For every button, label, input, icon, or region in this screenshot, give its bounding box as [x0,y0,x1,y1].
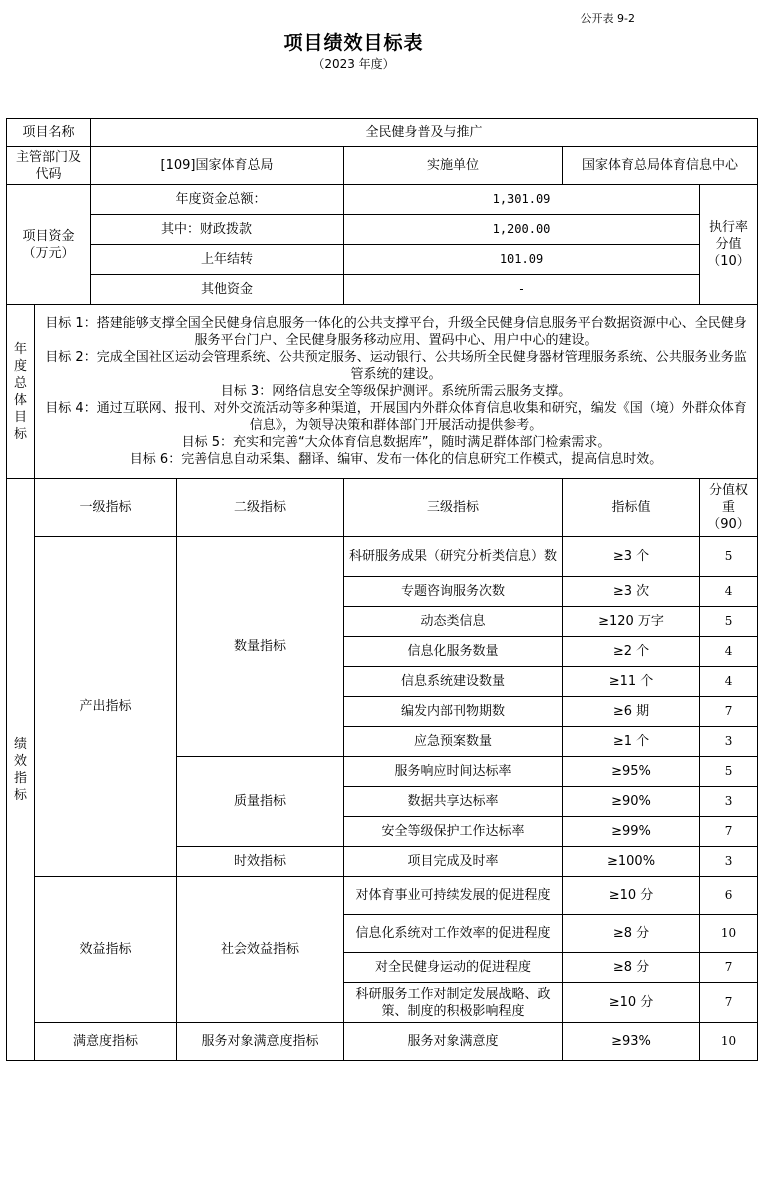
goal-item-3: 目标 3：网络信息安全等级保护测评。系统所需云服务支撑。 [220,384,572,399]
page-title: 项目绩效目标表 [283,32,424,54]
funds-carryover-value: 101.09 [344,245,700,275]
funds-total-value: 1,301.09 [344,185,700,215]
funds-other-value: - [344,275,700,305]
level2-social: 社会效益指标 [177,877,344,1023]
indicator-row-9: 数据共享达标率 [344,787,563,817]
indicator-row-8: 服务响应时间达标率 [344,757,563,787]
indicator-weight: 7 [700,953,758,983]
indicator-weight: 4 [700,577,758,607]
funds-total-label: 年度资金总额： [91,185,344,215]
funds-carryover-label: 上年结转 [91,245,344,275]
level1-satisfaction: 满意度指标 [35,1023,177,1061]
header-weight: 分值权重（90） [700,479,758,537]
indicator-weight: 4 [700,667,758,697]
indicator-weight: 7 [700,817,758,847]
indicator-row-3: 动态类信息 [344,607,563,637]
level2-service: 服务对象满意度指标 [177,1023,344,1061]
project-name-label: 项目名称 [7,119,91,147]
goal-item-2: 目标 2：完成全国社区运动会管理系统、公共预定服务、运动银行、公共场所全民健身器材管理服务系统、公共服务业务监管系统的建设。 [45,350,747,382]
indicator-weight: 6 [700,877,758,915]
indicator-weight: 5 [700,607,758,637]
goal-item-1: 目标 1：搭建能够支撑全国全民健身信息服务一体化的公共支撑平台，升级全民健身信息服务平台数据资源中心、全民健身服务平台门户、全民健身服务移动应用、置码中心、用户中心的建设。 [45,316,747,348]
indicator-row-11: 项目完成及时率 [344,847,563,877]
indicator-value: ≥95% [563,757,700,787]
indicator-weight: 3 [700,787,758,817]
annual-goals-text [35,305,758,479]
indicator-value: ≥10 分 [563,983,700,1023]
department-value: [109]国家体育总局 [91,147,344,185]
indicator-row-12: 对体育事业可持续发展的促进程度 [344,877,563,915]
funds-fiscal-label: 其中：财政拨款 [91,215,344,245]
indicator-value: ≥120 万字 [563,607,700,637]
goal-item-4: 目标 4：通过互联网、报刊、对外交流活动等多种渠道，开展国内外群众体育信息收集和研究，编发《国（境）外群众体育信息》，为领导决策和群体部门开展活动提供参考。 [45,401,747,433]
indicator-row-1: 科研服务成果（研究分析类信息）数 [344,537,563,577]
indicator-weight: 10 [700,1023,758,1061]
implementer-label: 实施单位 [344,147,563,185]
header-level1: 一级指标 [35,479,177,537]
indicators-section-label: 绩效指标 [7,479,35,1061]
indicator-row-14: 对全民健身运动的促进程度 [344,953,563,983]
execution-rate-label: 执行率分值（10） [700,185,758,305]
indicator-row-4: 信息化服务数量 [344,637,563,667]
level2-quality: 质量指标 [177,757,344,847]
indicator-weight: 10 [700,915,758,953]
department-label: 主管部门及代码 [7,147,91,185]
indicator-row-13: 信息化系统对工作效率的促进程度 [344,915,563,953]
indicator-row-2: 专题咨询服务次数 [344,577,563,607]
indicator-weight: 3 [700,727,758,757]
indicator-weight: 7 [700,697,758,727]
performance-goal-table [6,118,758,1061]
level2-timeliness: 时效指标 [177,847,344,877]
indicator-value: ≥100% [563,847,700,877]
header-value: 指标值 [563,479,700,537]
indicator-row-10: 安全等级保护工作达标率 [344,817,563,847]
funds-label: 项目资金（万元） [7,185,91,305]
header-level2: 二级指标 [177,479,344,537]
indicator-weight: 3 [700,847,758,877]
indicator-value: ≥99% [563,817,700,847]
header-level3: 三级指标 [344,479,563,537]
indicator-value: ≥2 个 [563,637,700,667]
implementer-value: 国家体育总局体育信息中心 [563,147,758,185]
page-subtitle-year: （2023 年度） [312,57,395,71]
form-number: 公开表 9-2 [580,12,635,25]
indicator-weight: 7 [700,983,758,1023]
indicator-row-7: 应急预案数量 [344,727,563,757]
indicator-value: ≥93% [563,1023,700,1061]
indicator-value: ≥8 分 [563,915,700,953]
indicator-row-15: 科研服务工作对制定发展战略、政策、制度的积极影响程度 [344,983,563,1023]
indicator-value: ≥8 分 [563,953,700,983]
level1-benefit: 效益指标 [35,877,177,1023]
indicator-value: ≥90% [563,787,700,817]
goal-item-6: 目标 6：完善信息自动采集、翻译、编审、发布一体化的信息研究工作模式，提高信息时效。 [129,452,663,467]
indicator-row-16: 服务对象满意度 [344,1023,563,1061]
indicator-value: ≥11 个 [563,667,700,697]
indicator-row-5: 信息系统建设数量 [344,667,563,697]
level2-quantity: 数量指标 [177,537,344,757]
annual-goals-label: 年度总体目标 [7,305,35,479]
funds-other-label: 其他资金 [91,275,344,305]
indicator-value: ≥6 期 [563,697,700,727]
indicator-row-6: 编发内部刊物期数 [344,697,563,727]
indicator-weight: 5 [700,537,758,577]
indicator-value: ≥1 个 [563,727,700,757]
goal-item-5: 目标 5：充实和完善“大众体育信息数据库”，随时满足群体部门检索需求。 [181,435,611,450]
project-name-value: 全民健身普及与推广 [91,119,758,147]
funds-fiscal-value: 1,200.00 [344,215,700,245]
indicator-value: ≥3 个 [563,537,700,577]
level1-output: 产出指标 [35,537,177,877]
indicator-value: ≥10 分 [563,877,700,915]
indicator-weight: 5 [700,757,758,787]
indicator-weight: 4 [700,637,758,667]
indicator-value: ≥3 次 [563,577,700,607]
